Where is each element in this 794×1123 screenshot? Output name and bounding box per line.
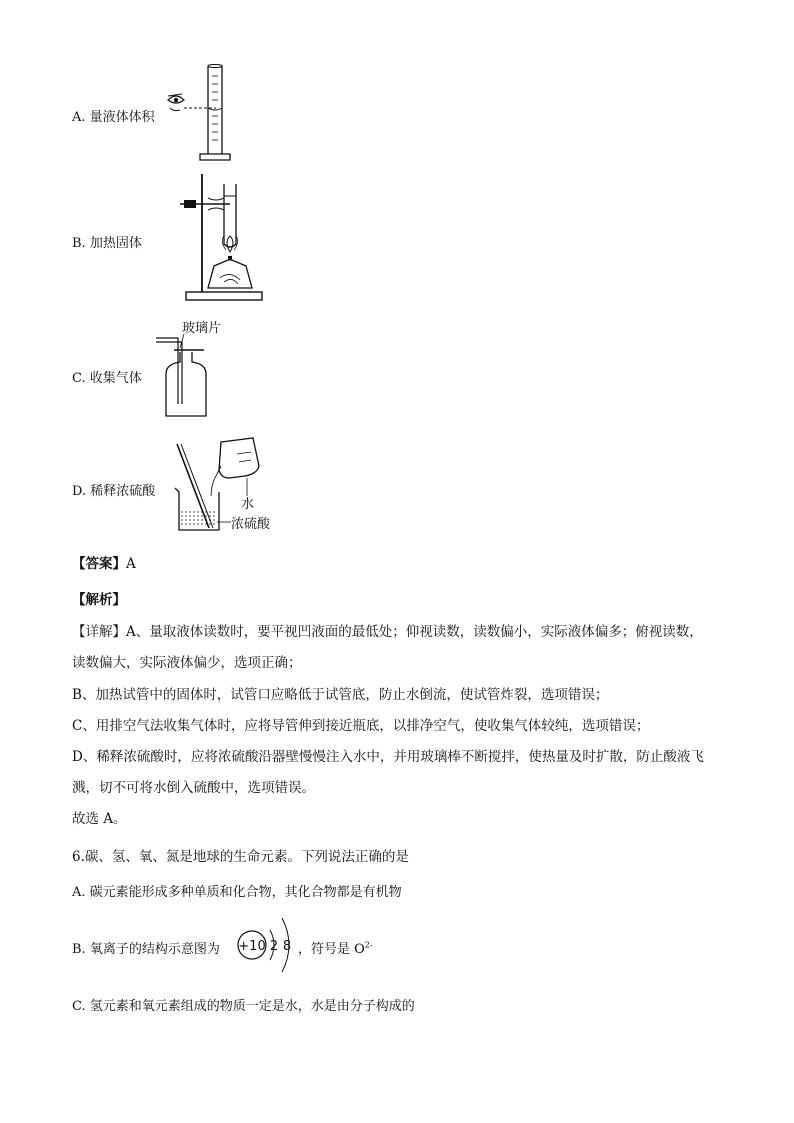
heating-apparatus-figure bbox=[180, 170, 270, 304]
answer-value: A bbox=[126, 556, 136, 572]
acid-label: 浓硫酸 bbox=[231, 517, 271, 532]
detail-c: C、用排空气法收集气体时，应将导管伸到接近瓶底，以排净空气，使收集气体较纯，选项错误； bbox=[72, 718, 650, 734]
detail-b: B、加热试管中的固体时，试管口应略低于试管底，防止水倒流，使试管炸裂，选项错误； bbox=[72, 687, 609, 703]
question-6-option-a: A. 碳元素能形成多种单质和化合物，其化合物都是有机物 bbox=[72, 885, 402, 900]
option-a-text: A. 量液体体积 bbox=[72, 110, 155, 125]
option-d-text: D. 稀释浓硫酸 bbox=[72, 484, 156, 499]
option-b-suffix bbox=[298, 938, 373, 957]
answer-label: 【答案】 bbox=[72, 556, 126, 572]
shell-2-electrons: 8 bbox=[282, 939, 292, 954]
option-b-text: B. 加热固体 bbox=[72, 236, 142, 251]
detail-line-2: 读数偏大，实际液体偏少，选项正确； bbox=[72, 655, 302, 671]
shell-1-electrons: 2 bbox=[269, 939, 279, 954]
option-b-superscript: 2- bbox=[364, 940, 373, 950]
option-b-prefix: B. 氧离子的结构示意图为 bbox=[72, 942, 220, 957]
oxygen-ion-diagram bbox=[232, 908, 304, 982]
option-c-text: C. 收集气体 bbox=[72, 371, 142, 386]
detail-d-2: 溅，切不可将水倒入硫酸中，选项错误。 bbox=[72, 780, 315, 796]
graduated-cylinder-figure bbox=[160, 62, 250, 166]
nucleus-charge: +10 bbox=[238, 939, 266, 954]
dilution-figure bbox=[165, 436, 290, 536]
question-6-option-c: C. 氢元素和氧元素组成的物质一定是水，水是由分子构成的 bbox=[72, 999, 415, 1014]
gas-collection-figure bbox=[150, 318, 250, 420]
question-6-option-b bbox=[72, 938, 220, 957]
water-label: 水 bbox=[241, 497, 255, 512]
analysis-label: 【解析】 bbox=[72, 592, 126, 608]
detail-line-1: 【详解】A、量取液体读数时，要平视凹液面的最低处；仰视读数，读数偏小，实际液体偏多；俯视读数， bbox=[72, 624, 703, 640]
detail-d-1: D、稀释浓硫酸时，应将浓硫酸沿器壁慢慢注入水中，并用玻璃棒不断搅拌，使热量及时扩散，防止酸液飞 bbox=[72, 749, 704, 765]
conclusion: 故选 A。 bbox=[72, 811, 127, 827]
option-b-symbol-text: ，符号是 O bbox=[298, 942, 365, 957]
answer-line bbox=[72, 552, 136, 572]
glass-plate-label: 玻璃片 bbox=[182, 321, 222, 336]
question-6-stem: 6.碳、氢、氧、氮是地球的生命元素。下列说法正确的是 bbox=[72, 849, 409, 865]
